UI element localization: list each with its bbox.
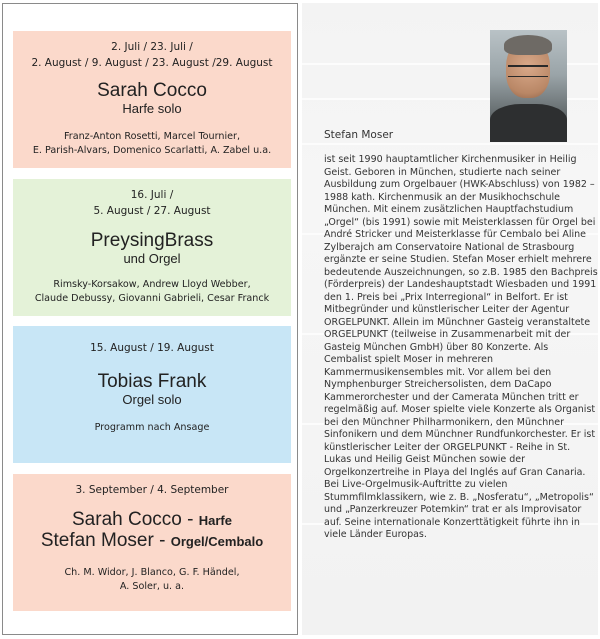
concert-dates: 2. Juli / 23. Juli / xyxy=(111,41,193,53)
program-card-cocco-moser xyxy=(13,474,291,611)
composers: Rimsky-Korsakow, Andrew Lloyd Webber, xyxy=(53,279,251,290)
concert-dates: 16. Juli / xyxy=(130,189,174,201)
performer-role: Orgel/Cembalo xyxy=(170,534,264,549)
composers: E. Parish-Alvars, Domenico Scarlatti, A. Zabel u.a. xyxy=(32,145,272,156)
bio-name: Stefan Moser xyxy=(324,129,394,141)
concert-dates: 15. August / 19. August xyxy=(90,342,214,354)
program-card-preysingbrass xyxy=(13,179,291,316)
performer-role: Harfe xyxy=(198,513,232,528)
separator: - xyxy=(159,530,166,551)
program-card-frank xyxy=(13,326,291,463)
performer-name: PreysingBrass xyxy=(90,230,214,251)
program-column xyxy=(2,3,298,635)
performer-line xyxy=(13,531,291,552)
performer-subtitle: Orgel solo xyxy=(122,392,182,407)
performer-subtitle: Harfe solo xyxy=(122,101,182,116)
performer-subtitle: und Orgel xyxy=(123,251,181,266)
performer-name: Sarah Cocco xyxy=(72,509,182,530)
composers: Franz-Anton Rosetti, Marcel Tournier, xyxy=(63,131,241,142)
bio-text: ist seit 1990 hauptamtlicher Kirchenmusiker in Heilig Geist. Geboren in München, studierte nach seiner Ausbildung zum Orgelbauer (HWK-Abschluss) von 1982 – 1988 kath. Kirchenmusik an der Musikhochschule München. Mit einem zusätzlichen Hauptfachstudium „Orgel“ (bis 1991) sowie mit Meisterklassen für Orgel bei André Stricker und Meisterklasse für Cembalo bei Aline Zylberajch am Conservatoire National de Strasbourg ergänzte er seine Studien. Stefan Moser erhielt mehrere bedeutende Auszeichnungen, so z.B. 1985 den Bachpreis (Förderpreis) der Landeshauptstadt Wiesbaden und 1991 den 1. Preis bei „Prix Interregional“ in Belfort. Er ist Mitbegründer und künstlerischer Leiter der Agentur ORGELPUNKT. Allein im Münchner Gasteig veranstaltete ORGELPUNKT (teilweise in Zusammenarbeit mit der Gasteig München GmbH) über 80 Konzerte. Als Cembalist spielt Moser in mehreren Kammermusikensembles mit. Vor allem bei den Nymphenburger Streichersolisten, dem DaCapo Kammerorchester und der Camerata München tritt er regelmäßig auf. Moser spielte viele Konzerte als Organist bei den Münchner Philharmonikern, den Münchner Sinfonikern und dem Münchner Rundfunkorchester. Er ist künstlerischer Leiter der ORGELPUNKT - Reihe in St. Lukas und Heilig Geist München sowie der Orgelkonzertreihe in Playa del Inglés auf Gran Canaria. Bei Live-Orgelmusik-Auftritte zu vielen Stummfilmklassikern, wie z. B. „Nosferatu“, „Metropolis“ und „Panzerkreuzer Potemkin“ trat er als Improvisator auf. Seine internationale Konzerttätigkeit führte ihn in viele Länder Europas. xyxy=(324,154,598,540)
portrait-photo xyxy=(490,30,567,142)
concert-dates: 3. September / 4. September xyxy=(75,484,229,496)
bio-column xyxy=(302,3,598,635)
composers: Claude Debussy, Giovanni Gabrieli, Cesar Franck xyxy=(34,293,270,304)
concert-dates: 2. August / 9. August / 23. August /29. August xyxy=(31,57,273,69)
performer-name: Sarah Cocco xyxy=(97,80,207,101)
program-note: Programm nach Ansage xyxy=(94,422,210,433)
performer-line xyxy=(13,510,291,531)
composers: Ch. M. Widor, J. Blanco, G. F. Händel, xyxy=(64,567,240,578)
concert-dates: 5. August / 27. August xyxy=(93,205,211,217)
composers: A. Soler, u. a. xyxy=(119,581,185,592)
performer-name: Stefan Moser xyxy=(40,530,154,551)
performer-name: Tobias Frank xyxy=(97,371,207,392)
program-card-cocco xyxy=(13,31,291,168)
separator: - xyxy=(187,509,194,530)
